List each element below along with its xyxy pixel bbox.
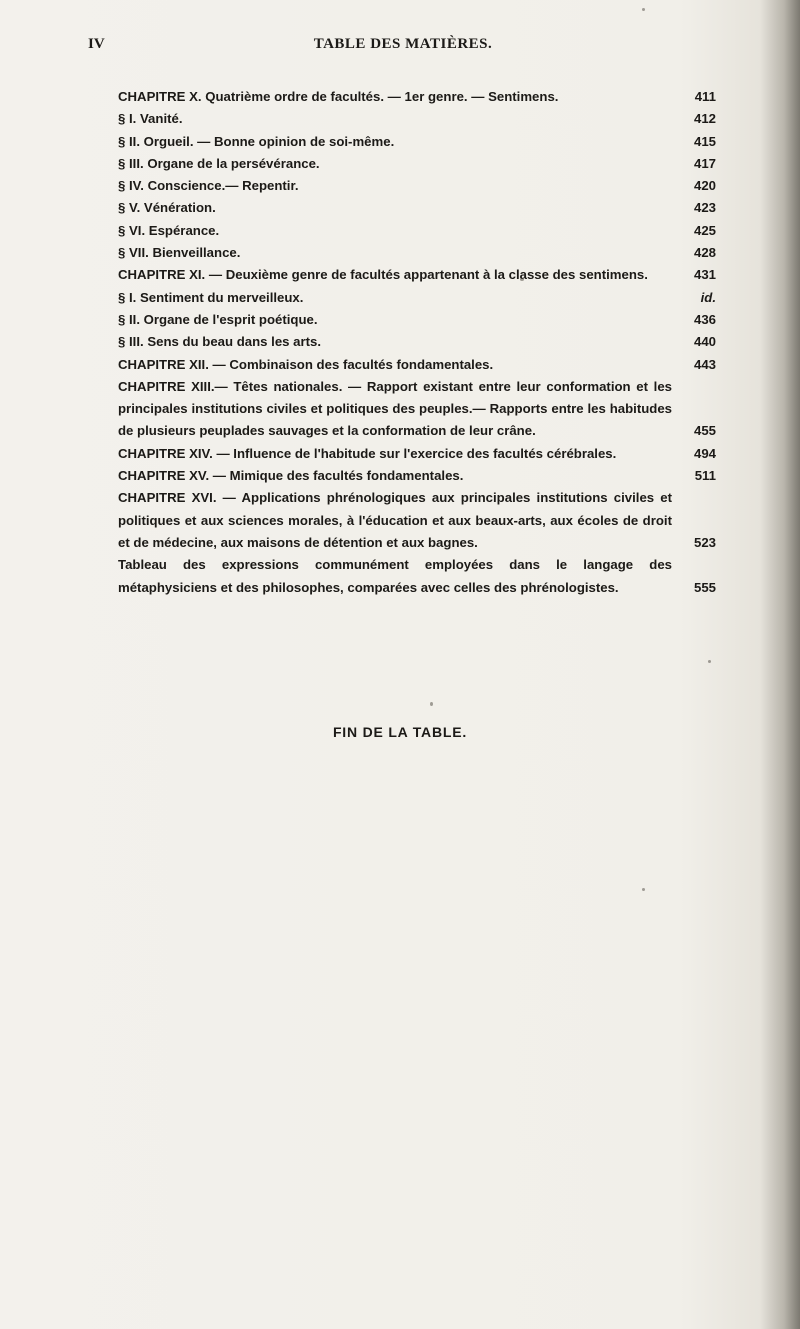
toc-entry-label: § IV. Conscience.— Repentir. [118,178,299,194]
toc-entry-orgueil [118,131,716,153]
toc-entry-label: § II. Organe de l'esprit poétique. [118,311,318,327]
toc-entry-label: CHAPITRE XII. — Combinaison des facultés fondamentales. [118,356,494,372]
toc-entry-chapitre-xvi [118,487,716,554]
toc-entry-chapitre-xii [118,354,716,376]
toc-entry-label: CHAPITRE XV. — Mimique des facultés fondamentales. [118,468,464,484]
toc-entry-page: 511 [694,468,716,484]
toc-entry-merveilleux [118,287,716,309]
toc-entry-esprit-poetique [118,309,716,331]
toc-entry-page: 420 [693,178,716,194]
toc-entry-label: CHAPITRE XIV. — Influence de l'habitude sur l'exercice des facultés cérébrales. [118,445,617,461]
end-of-table-mark: FIN DE LA TABLE. [332,724,468,740]
toc-entry-label: § III. Sens du beau dans les arts. [118,334,322,350]
toc-entry-page: 555 [693,579,716,595]
toc-entry-label: § VII. Bienveillance. [118,245,241,261]
toc-entry-page: 436 [693,311,716,327]
toc-entry-label: Tableau des expressions communément employées dans le langage des métaphysiciens et des philosophes, comparées avec celles des phrénologistes. [118,557,672,595]
toc-entry-label: § V. Vénération. [118,200,216,216]
toc-entry-page: id. [700,289,716,305]
toc-entry-chapitre-xiv [118,443,716,465]
toc-entry-page: 523 [693,534,716,550]
toc-entry-page: 440 [693,334,716,350]
toc-entry-page: 411 [694,89,716,104]
toc-entry-page: 455 [693,423,716,439]
toc-entry-page: 494 [693,445,716,461]
toc-entry-sens-du-beau [118,331,716,353]
toc-entry-label: § VI. Espérance. [118,222,220,238]
paper-speck [430,702,433,706]
toc-entry-label: § I. Vanité. [118,111,183,127]
toc-entry-chapitre-x [118,86,716,108]
toc-entry-chapitre-xi [118,264,716,286]
toc-entry-veneration [118,197,716,219]
toc-entry-conscience [118,175,716,197]
toc-entry-page: 423 [693,200,716,216]
toc-entry-label: § III. Organe de la persévérance. [118,155,320,171]
toc-entry-page: 412 [693,111,716,127]
running-title: TABLE DES MATIÈRES. [313,36,493,52]
toc-entry-page: 428 [693,245,716,261]
toc-entry-vanite [118,108,716,130]
toc-entry-tableau-expressions [118,554,716,599]
toc-entry-page: 415 [693,133,716,149]
toc-entry-label: § II. Orgueil. — Bonne opinion de soi-même. [118,133,395,149]
paper-speck [520,278,524,281]
table-of-contents [118,86,716,599]
toc-entry-label: § I. Sentiment du merveilleux. [118,289,304,305]
page-header [88,36,718,60]
toc-entry-page: 425 [693,222,716,238]
page-number: IV [88,36,105,52]
paper-speck [708,660,711,663]
toc-entry-perseverance [118,153,716,175]
toc-entry-page: 431 [693,267,716,283]
toc-entry-label: CHAPITRE XVI. — Applications phrénologiques aux principales institutions civiles et politiques et aux sciences morales, à l'éducation et aux beaux-arts, aux écoles de droit et de médecine, aux maisons de détention et aux bagnes. [118,490,672,550]
paper-speck [642,888,645,891]
toc-entry-chapitre-xv [118,465,716,487]
toc-entry-bienveillance [118,242,716,264]
toc-entry-page: 417 [693,155,716,171]
toc-entry-chapitre-xiii [118,376,716,443]
toc-entry-label: CHAPITRE XI. — Deuxième genre de facultés appartenant à la classe des sentimens. [118,267,648,283]
page-edge-shadow [760,0,800,1329]
toc-entry-esperance [118,220,716,242]
toc-entry-label: CHAPITRE XIII.— Têtes nationales. — Rapport existant entre leur conformation et les principales institutions civiles et politiques des peuples.— Rapports entre les habitudes de plusieurs peuplades sauvages et la conformation de leur crâne. [118,378,672,439]
toc-entry-label: CHAPITRE X. Quatrième ordre de facultés. — 1er genre. — Sentimens. [118,89,559,104]
toc-entry-page: 443 [693,356,716,372]
paper-speck [642,8,645,11]
